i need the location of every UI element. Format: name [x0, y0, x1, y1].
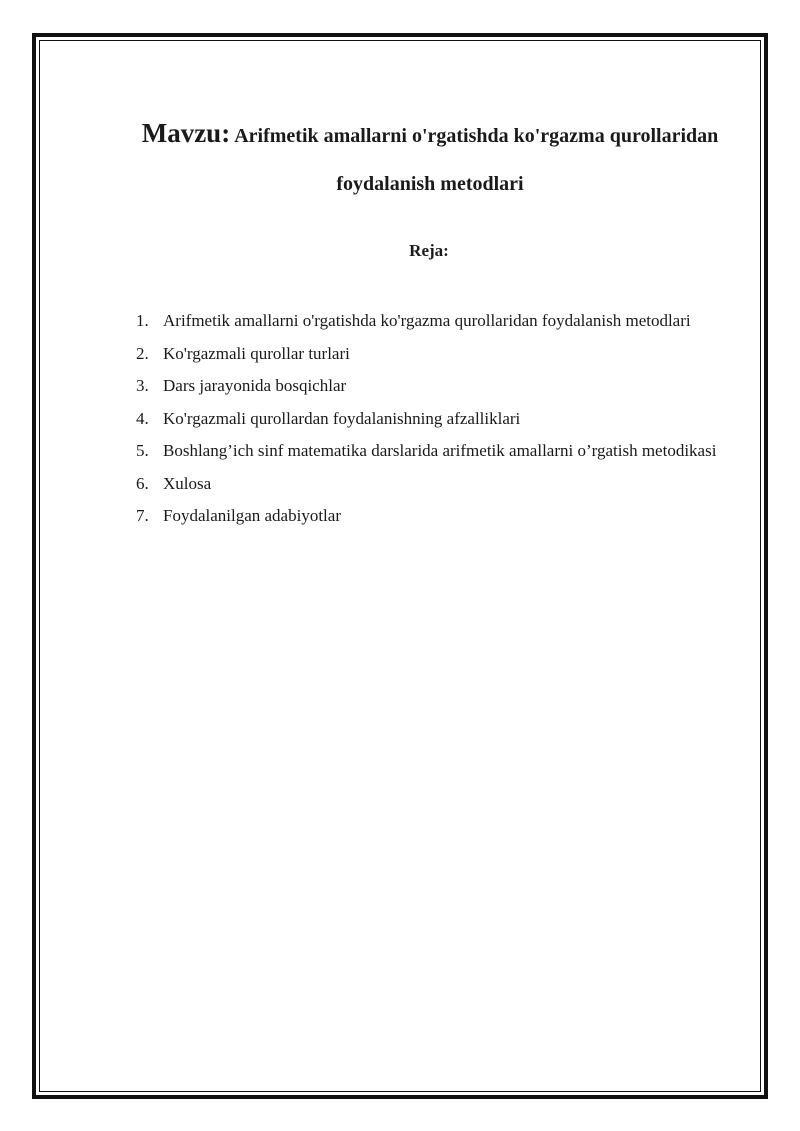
list-item-number: 4. [136, 408, 149, 428]
list-item [133, 500, 743, 533]
list-item-number: 2. [136, 343, 149, 363]
list-item [133, 403, 743, 436]
list-item-number: 5. [136, 441, 149, 460]
list-item-text: Boshlang’ich sinf matematika darslarida arifmetik amallarni o’rgatish metodikasi [163, 441, 717, 460]
list-item [133, 338, 743, 371]
list-item [133, 435, 743, 468]
list-item-text: Foydalanilgan adabiyotlar [163, 506, 341, 525]
title-label: Mavzu: [141, 118, 231, 148]
list-item [133, 305, 743, 338]
list-item-number: 3. [136, 376, 149, 395]
list-item-number: 7. [136, 506, 149, 525]
list-item-number: 6. [136, 473, 149, 493]
plan-list [133, 305, 743, 533]
list-item [133, 370, 743, 403]
list-item-text: Dars jarayonida bosqichlar [163, 376, 347, 395]
title-line-1 [100, 110, 760, 161]
title-text-line-1: Arifmetik amallarni o'rgatishda ko'rgazma qurollaridan [234, 125, 719, 147]
document-title [100, 110, 760, 207]
list-item-text: Ko'rgazmali qurollardan foydalanishning afzalliklari [163, 408, 521, 428]
plan-heading: Reja: [409, 241, 449, 260]
list-item-text: Ko'rgazmali qurollar turlari [163, 343, 350, 363]
list-item-text: Xulosa [163, 473, 212, 493]
list-item-number: 1. [136, 311, 149, 330]
list-item [133, 468, 743, 501]
title-text-line-2: foydalanish metodlari [336, 173, 524, 195]
list-item-text: Arifmetik amallarni o'rgatishda ko'rgazma qurollaridan foydalanish metodlari [163, 311, 691, 330]
